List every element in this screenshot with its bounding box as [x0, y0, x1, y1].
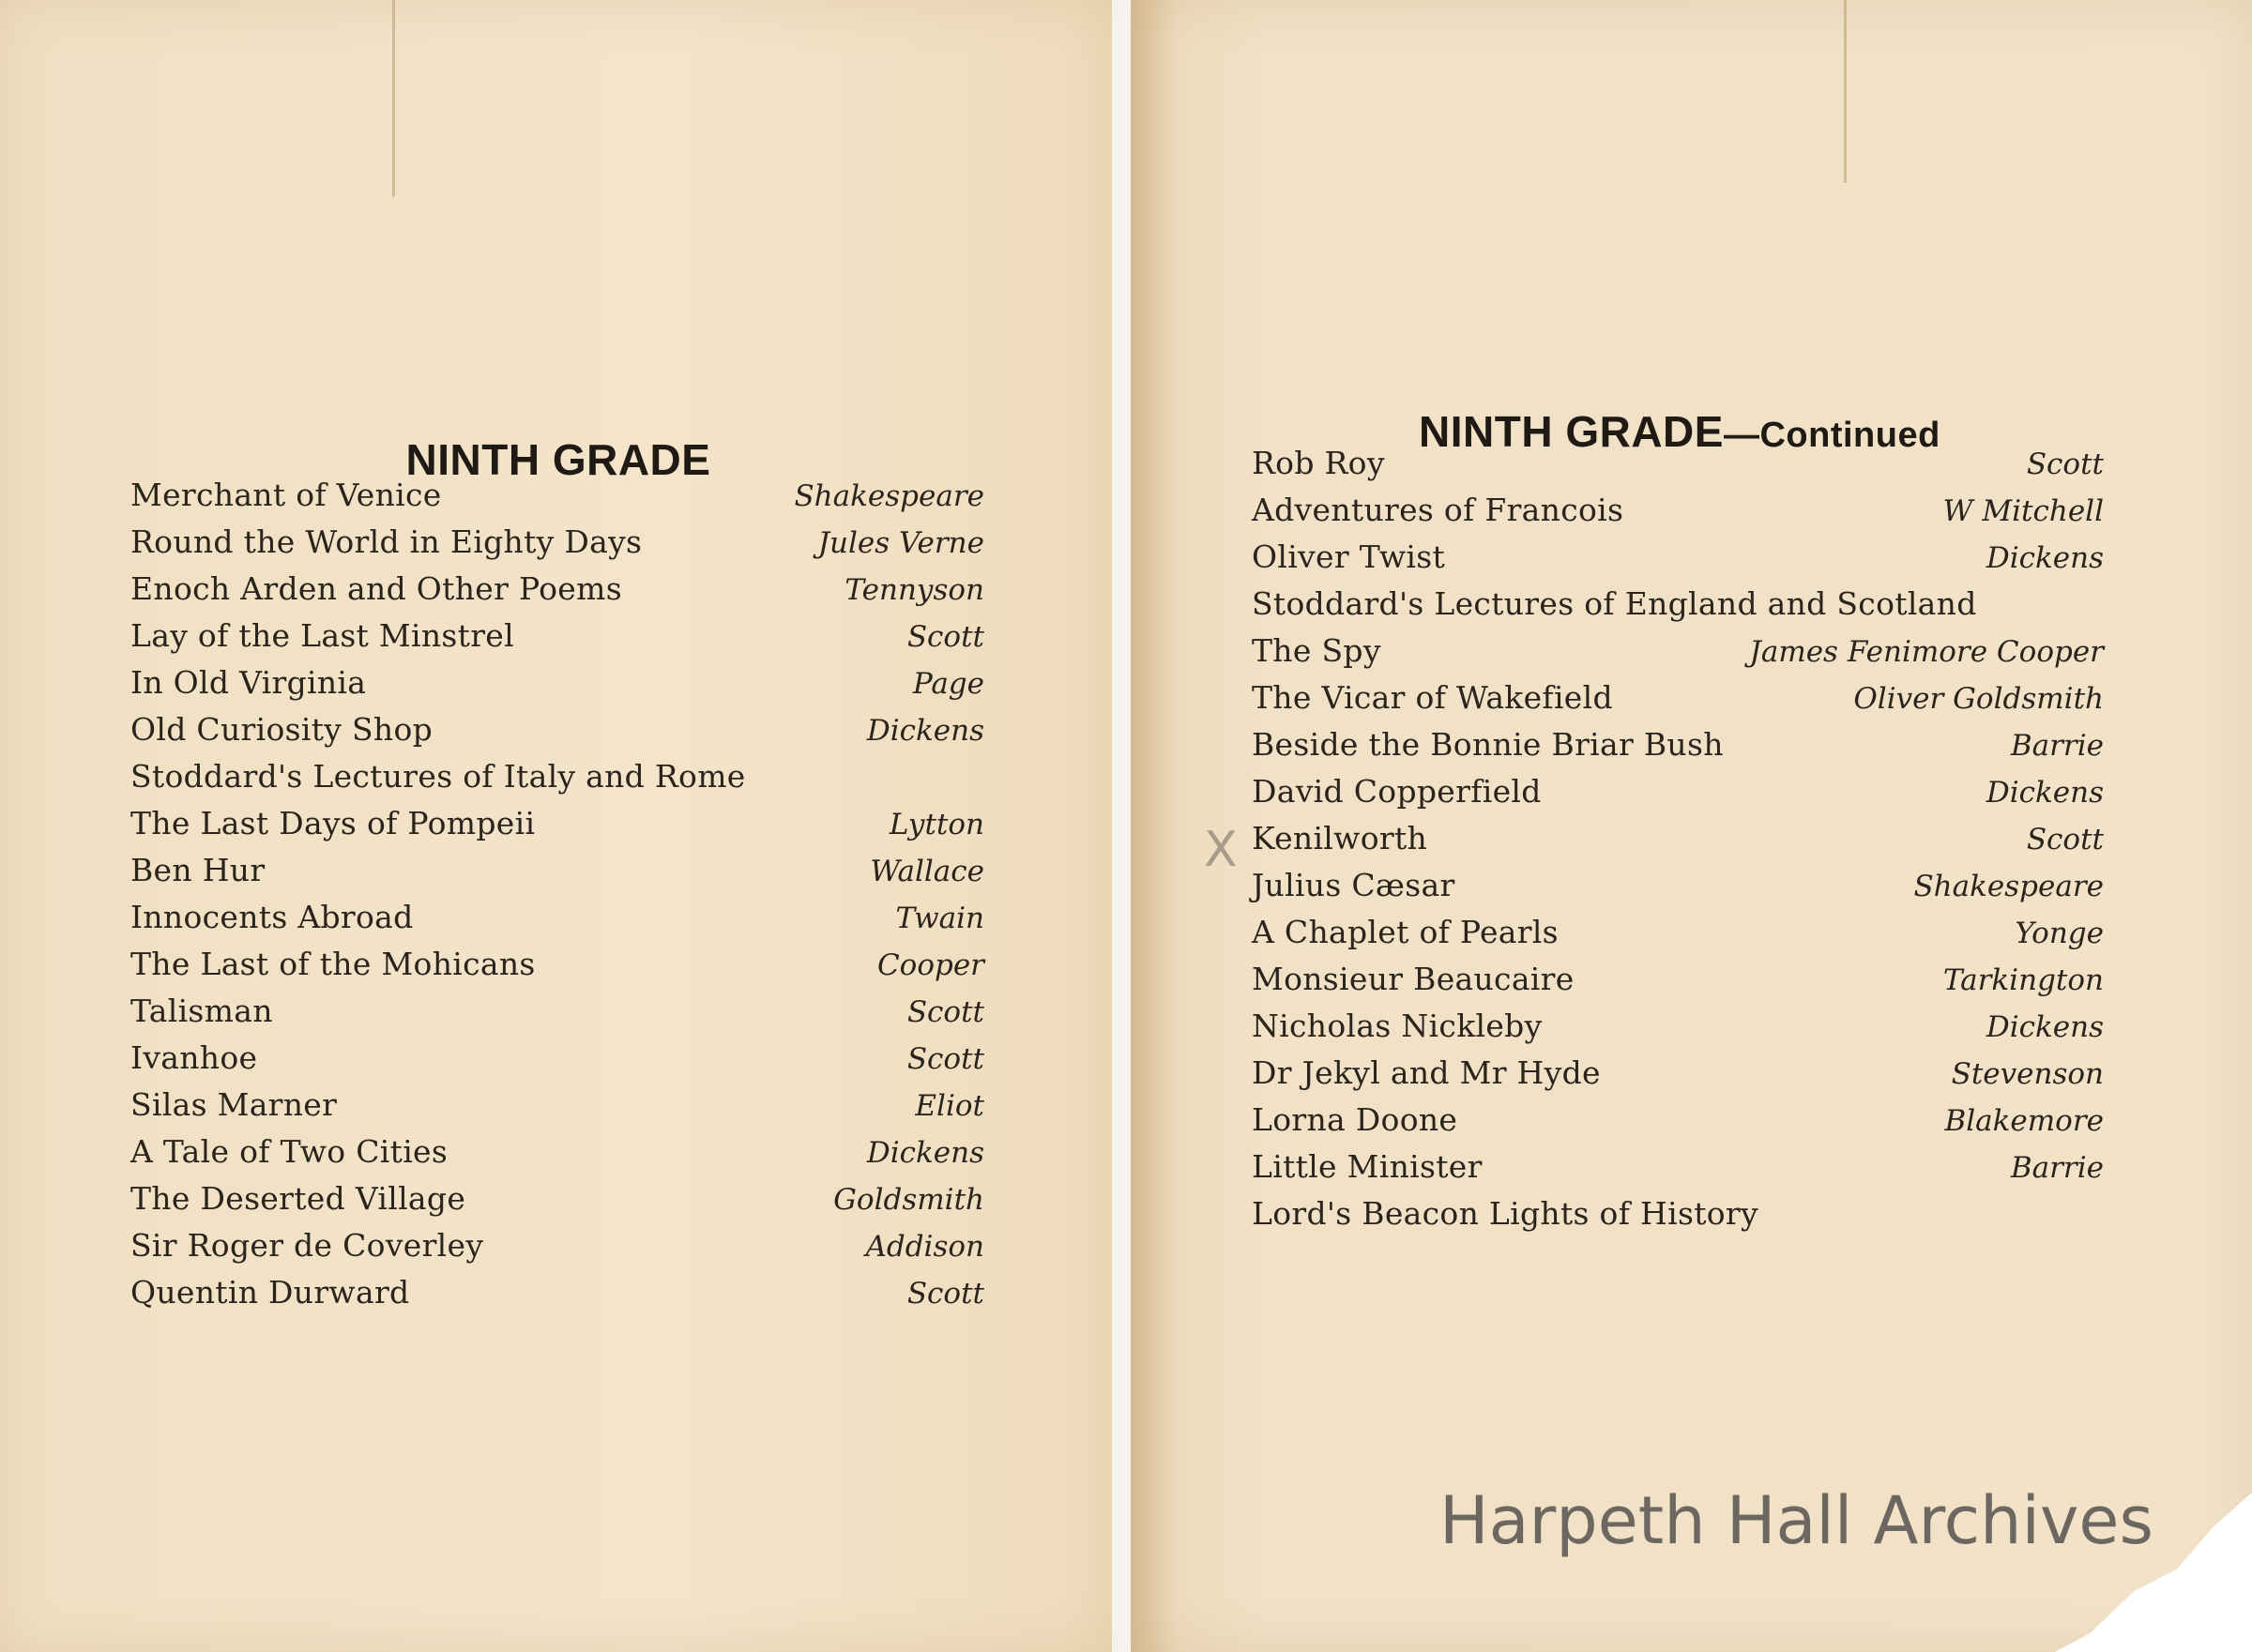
book-title: Nicholas Nickleby: [1252, 1008, 1543, 1044]
page-gutter: [1112, 0, 1131, 1652]
book-title: Stoddard's Lectures of England and Scotland: [1252, 585, 1977, 622]
list-item: [1252, 492, 2104, 538]
book-author: Dickens: [1986, 541, 2104, 575]
book-author: Goldsmith: [833, 1183, 984, 1217]
book-author: Shakespeare: [1913, 870, 2104, 903]
list-item: [130, 1086, 984, 1133]
book-author: W Mitchell: [1942, 494, 2104, 528]
list-item: [130, 993, 984, 1039]
book-author: Scott: [906, 620, 984, 654]
book-title: Ivanhoe: [130, 1039, 258, 1076]
list-item: [130, 1180, 984, 1227]
binding-stain: [1131, 0, 1178, 1652]
book-author: Cooper: [876, 948, 984, 982]
book-title: The Deserted Village: [130, 1180, 466, 1217]
book-author: Lytton: [889, 808, 984, 841]
book-title: Little Minister: [1252, 1148, 1483, 1185]
list-item: [1252, 1101, 2104, 1148]
book-title: Julius Cæsar: [1252, 867, 1455, 903]
list-item: [130, 1133, 984, 1180]
book-author: Barrie: [2010, 1151, 2104, 1185]
book-title: David Copperfield: [1252, 773, 1542, 810]
list-item: [130, 1227, 984, 1274]
book-title: A Chaplet of Pearls: [1252, 914, 1559, 950]
book-author: Wallace: [870, 855, 984, 888]
book-author: Tennyson: [844, 573, 984, 607]
book-title: Lord's Beacon Lights of History: [1252, 1195, 1758, 1232]
right-heading-continued: —Continued: [1723, 415, 1940, 455]
book-title: Monsieur Beaucaire: [1252, 961, 1575, 997]
paper-crease-left: [392, 0, 395, 197]
book-author: Page: [912, 667, 984, 701]
book-title: Silas Marner: [130, 1086, 338, 1123]
book-author: Tarkington: [1942, 963, 2104, 997]
left-reading-list: [130, 477, 984, 1321]
book-author: Scott: [906, 1042, 984, 1076]
book-title: Adventures of Francois: [1252, 492, 1624, 528]
book-title: The Last of the Mohicans: [130, 946, 536, 982]
list-item: [1252, 1148, 2104, 1195]
book-title: Lay of the Last Minstrel: [130, 617, 514, 654]
paper-crease-right: [1844, 0, 1847, 183]
list-item: [1252, 773, 2104, 820]
list-item: [130, 946, 984, 993]
book-author: Blakemore: [1944, 1104, 2104, 1138]
book-title: Rob Roy: [1252, 445, 1385, 481]
list-item: [130, 899, 984, 946]
book-title: Round the World in Eighty Days: [130, 523, 643, 560]
book-title: The Vicar of Wakefield: [1252, 679, 1613, 716]
list-item: [130, 1274, 984, 1321]
book-title: Kenilworth: [1252, 820, 1428, 856]
archive-watermark: Harpeth Hall Archives: [1439, 1482, 2153, 1559]
list-item: [1252, 1008, 2104, 1054]
book-title: Oliver Twist: [1252, 538, 1446, 575]
book-title: Quentin Durward: [130, 1274, 410, 1311]
left-page-heading: NINTH GRADE: [405, 434, 711, 484]
book-title: Ben Hur: [130, 852, 266, 888]
book-author: Jules Verne: [817, 526, 984, 560]
book-title: A Tale of Two Cities: [130, 1133, 449, 1170]
book-author: Stevenson: [1951, 1057, 2104, 1091]
handwritten-x-mark: X: [1204, 822, 1238, 878]
book-title: Merchant of Venice: [130, 477, 442, 513]
list-item: [130, 617, 984, 664]
book-title: Sir Roger de Coverley: [130, 1227, 484, 1264]
list-item: [130, 664, 984, 711]
list-item: [1252, 1054, 2104, 1101]
book-author: Addison: [865, 1230, 984, 1264]
book-title: The Last Days of Pompeii: [130, 805, 536, 841]
book-author: Dickens: [866, 1136, 984, 1170]
list-item: [1252, 632, 2104, 679]
list-item: [1252, 445, 2104, 492]
book-author: Scott: [906, 1277, 984, 1311]
list-item: [1252, 867, 2104, 914]
book-author: Dickens: [1986, 776, 2104, 810]
list-item: [1252, 538, 2104, 585]
book-author: Shakespeare: [794, 479, 984, 513]
list-item: [130, 570, 984, 617]
book-title: Old Curiosity Shop: [130, 711, 434, 748]
right-reading-list: [1252, 445, 2104, 1242]
list-item: [130, 758, 984, 805]
list-item: [130, 805, 984, 852]
list-item: [1252, 1195, 2104, 1242]
book-author: Yonge: [2015, 917, 2104, 950]
book-author: Dickens: [866, 714, 984, 748]
list-item: [1252, 585, 2104, 632]
book-title: Dr Jekyl and Mr Hyde: [1252, 1054, 1601, 1091]
book-author: Scott: [2026, 447, 2104, 481]
book-author: Scott: [906, 995, 984, 1029]
book-author: Twain: [895, 902, 984, 935]
list-item: [130, 477, 984, 523]
book-author: Dickens: [1986, 1010, 2104, 1044]
book-title: The Spy: [1252, 632, 1381, 669]
book-author: Eliot: [915, 1089, 984, 1123]
book-title: In Old Virginia: [130, 664, 367, 701]
book-title: Innocents Abroad: [130, 899, 414, 935]
book-title: Beside the Bonnie Briar Bush: [1252, 726, 1724, 763]
book-title: Stoddard's Lectures of Italy and Rome: [130, 758, 746, 795]
book-title: Talisman: [130, 993, 273, 1029]
list-item: [1252, 914, 2104, 961]
book-title: Lorna Doone: [1252, 1101, 1458, 1138]
book-author: Scott: [2026, 823, 2104, 856]
list-item: [1252, 961, 2104, 1008]
list-item: [130, 852, 984, 899]
list-item: [1252, 679, 2104, 726]
right-heading-main: NINTH GRADE: [1419, 406, 1724, 456]
book-title: Enoch Arden and Other Poems: [130, 570, 622, 607]
list-item: [130, 523, 984, 570]
book-author: Oliver Goldsmith: [1853, 682, 2104, 716]
list-item: [130, 711, 984, 758]
list-item: [130, 1039, 984, 1086]
book-author: James Fenimore Cooper: [1749, 635, 2104, 669]
book-author: Barrie: [2010, 729, 2104, 763]
list-item: [1252, 726, 2104, 773]
list-item: [1252, 820, 2104, 867]
